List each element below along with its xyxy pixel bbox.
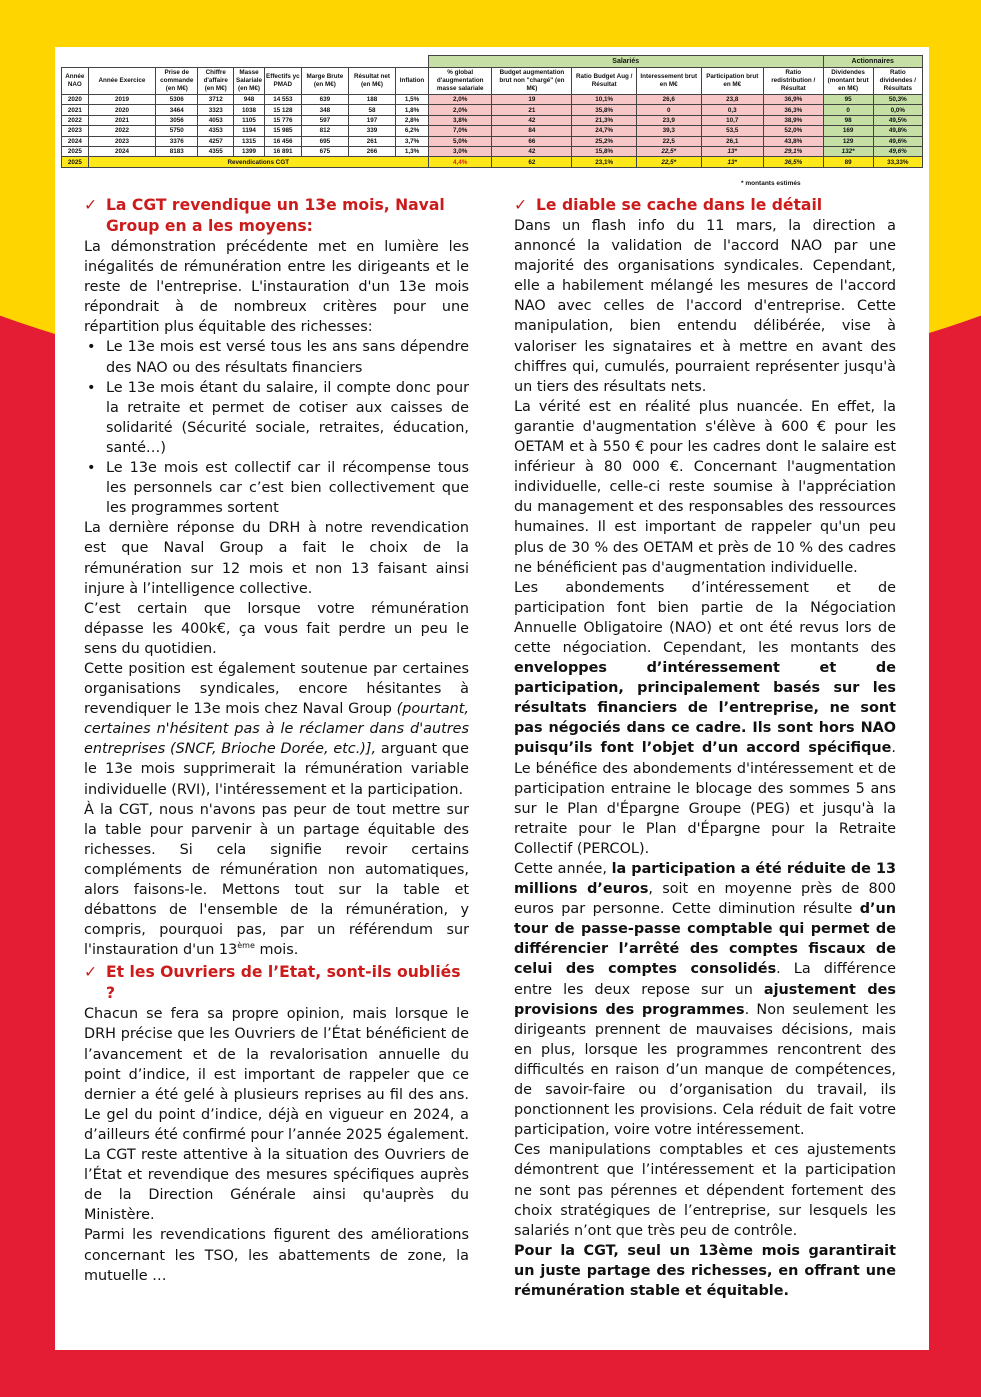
column-header: Année Exercice [88, 68, 156, 95]
table-cell: 5750 [156, 126, 198, 136]
table-cell: 1194 [234, 126, 265, 136]
table-cell: 2,0% [428, 105, 492, 115]
table-cell: 42 [492, 115, 572, 125]
table-cell: 29,1% [764, 146, 823, 156]
table-cell: 2019 [88, 95, 156, 105]
table-cell: 4353 [198, 126, 234, 136]
table-cell: 14 553 [264, 95, 301, 105]
table-cell: 639 [301, 95, 348, 105]
column-header: Effectifs yc PMAD [264, 68, 301, 95]
table-cell: 4053 [198, 115, 234, 125]
check-icon: ✓ [84, 196, 98, 214]
table-cell: 2,0% [428, 95, 492, 105]
table-cell: 53,5 [701, 126, 764, 136]
table-cell: 10,7 [701, 115, 764, 125]
paragraph: Chacun se fera sa propre opinion, mais lorsque le DRH précise que les Ouvriers de l’État bénéficient de l’avancement et de la revalorisation annuelle du point d’indice, il est important de rappeler que ce dernier a été gelé à plusieurs reprises au fil des ans. Le gel du point d’indice, déjà en vigueur en 2024, a d’ailleurs été confirmé pour l’année 2025 également. [84, 1006, 469, 1143]
table-cell: 3464 [156, 105, 198, 115]
table-cell: 49,6% [873, 136, 922, 146]
table-cell: 3056 [156, 115, 198, 125]
table-cell: 5306 [156, 95, 198, 105]
table-cell: 1,8% [396, 105, 429, 115]
table-cell: 2024 [62, 136, 89, 146]
check-icon: ✓ [514, 196, 528, 214]
table-cell: 25,2% [572, 136, 637, 146]
table-cell: 675 [301, 146, 348, 156]
table-cell: 4,4% [428, 157, 492, 167]
table-cell: 21,3% [572, 115, 637, 125]
paragraph: Cette année, la participation a été réduite de 13 millions d’euros, soit en moyenne près de 800 euros par personne. Cette diminution résulte d’un tour de passe-passe comptable qui permet de différencier l’arrêté des comptes fiscaux de celui des comptes consolidés. La différence entre les deux repose sur un ajustement des provisions des programmes. Non seulement les dirigeants prennent de mauvaises décisions, mais en plus, lorsque les programmes rencontrent des difficultés en raison d’un manque de compétences, de savoir-faire ou d’organisation du travail, ils ponctionnent les provisions. Cela réduit de fait votre participation, voire votre intéressement. [514, 861, 897, 1139]
table-cell: 58 [348, 105, 395, 115]
table-cell: 38,9% [764, 115, 823, 125]
table-cell: 23,1% [572, 157, 637, 167]
table-cell: 1105 [234, 115, 265, 125]
conclusion-paragraph: Pour la CGT, seul un 13ème mois garantirait un juste partage des richesses, en offrant une rémunération stable et équitable. [514, 1242, 896, 1299]
table-cell: 6,2% [396, 126, 429, 136]
paragraph: Ces manipulations comptables et ces ajustements démontrent que l’intéressement et la participation ne sont pas pérennes et dépendent fortement des choix stratégiques de l’entreprise, sur lesquels les salariés n’ont que très peu de contrôle. [514, 1142, 896, 1239]
table-cell: 2020 [62, 95, 89, 105]
table-cell: 261 [348, 136, 395, 146]
table-cell: 812 [301, 126, 348, 136]
column-header: Budget augmentation brut non "chargé" (en M€) [492, 68, 572, 95]
column-header: Résultat net (en M€) [348, 68, 395, 95]
table-cell: 43,8% [764, 136, 823, 146]
table-cell: 42 [492, 146, 572, 156]
table-cell: 3,7% [396, 136, 429, 146]
table-cell: 36,3% [764, 105, 823, 115]
table-cell: 39,3 [636, 126, 701, 136]
column-header: Ratio Budget Aug / Résultat [572, 68, 637, 95]
table-cell: 948 [234, 95, 265, 105]
paragraph: La dernière réponse du DRH à notre revendication est que Naval Group a fait le choix de la rémunération sur 12 mois et non 13 faisant ainsi injure à l’intelligence collective. [84, 520, 469, 597]
column-header: Interessement brut en M€ [636, 68, 701, 95]
bullet-list [84, 337, 469, 518]
table-cell: 13* [701, 157, 764, 167]
table-cell: 2022 [62, 115, 89, 125]
paragraph: Les abondements d’intéressement et de participation font bien partie de la Négociation Annuelle Obligatoire (NAO) et ont été revus lors de cette négociation. Cependant, les montants des enveloppes d’intéressement et de participation, principalement basés sur les résultats financiers de l’entreprise, ne sont pas négociés dans ce cadre. Ils sont hors NAO puisqu’ils font l’objet d’un accord spécifique. Le bénéfice des abondements d'intéressement et de participation entraine le blocage des sommes 5 ans sur le Plan d'Épargne Groupe (PEG) et jusqu'à la retraite pour le Plan d'Épargne pour la Retraite Collectif (PERCOL). [514, 579, 896, 857]
table-cell: 3323 [198, 105, 234, 115]
group-salaries: Salariés [428, 56, 823, 68]
table-cell: 16 456 [264, 136, 301, 146]
column-header: Ratio dividendes / Résultats [873, 68, 922, 95]
table-row [62, 136, 923, 146]
table-cell: 84 [492, 126, 572, 136]
heading-diable-detail: ✓ Le diable se cache dans le détail [514, 196, 823, 214]
column-header: Chiffre d'affaire (en M€) [198, 68, 234, 95]
table-cell: 21 [492, 105, 572, 115]
list-item: • Le 13e mois est versé tous les ans sans dépendre des NAO ou des résultats financiers [84, 337, 469, 377]
table-cell: 2020 [88, 105, 156, 115]
table-cell: 2022 [88, 126, 156, 136]
table-cell: 52,0% [764, 126, 823, 136]
table-cell: 4257 [198, 136, 234, 146]
table-cell: 8183 [156, 146, 198, 156]
heading-ouvriers-etat: ✓ Et les Ouvriers de l’Etat, sont-ils oubliés ? [84, 963, 461, 1003]
table-cell: 36,9% [764, 95, 823, 105]
table-cell: 0,3 [701, 105, 764, 115]
table-cell: 1399 [234, 146, 265, 156]
table-cell: 2,8% [396, 115, 429, 125]
table-cell: 95 [823, 95, 873, 105]
table-cell: 3,8% [428, 115, 492, 125]
table-cell: 0,0% [873, 105, 922, 115]
column-header: % global d'augmentation masse salariale [428, 68, 492, 95]
column-header-row [62, 68, 923, 95]
table-cell: 49,5% [873, 115, 922, 125]
table-cell: 24,7% [572, 126, 637, 136]
table-cell: 35,8% [572, 105, 637, 115]
column-header: Masse Salariale (en M€) [234, 68, 265, 95]
table-cell: 98 [823, 115, 873, 125]
table-cell: 1038 [234, 105, 265, 115]
table-cell: 1315 [234, 136, 265, 146]
table-cell: 266 [348, 146, 395, 156]
table-cell: 15 128 [264, 105, 301, 115]
table-cell: 22,5* [636, 157, 701, 167]
table-cell: 2023 [62, 126, 89, 136]
table-row [62, 105, 923, 115]
paragraph: La démonstration précédente met en lumière les inégalités de rémunération entre les dirigeants et le reste de l'entreprise. L'instauration d'un 13e mois répondrait à de nombreux critères pour une répartition plus équitable des richesses: [84, 239, 469, 336]
table-row [62, 115, 923, 125]
column-header: Année NAO [62, 68, 89, 95]
list-item: • Le 13e mois étant du salaire, il compte donc pour la retraite et permet de cotiser aux caisses de solidarité (Sécurité sociale, retraites, éducation, santé…) [84, 378, 469, 458]
table-cell: 7,0% [428, 126, 492, 136]
table-cell: 22,5* [636, 146, 701, 156]
paragraph: La CGT reste attentive à la situation des Ouvriers de l’État et revendique des mesures spécifiques auprès de la Direction Générale ainsi qu'auprès du Ministère. [84, 1147, 469, 1224]
table-cell: 22,5 [636, 136, 701, 146]
table-cell: 2021 [88, 115, 156, 125]
table-cell: 3712 [198, 95, 234, 105]
table-cell: 49,8% [873, 126, 922, 136]
left-column [84, 195, 469, 1286]
table-cell: 3376 [156, 136, 198, 146]
column-header: Ratio redistribution / Résultat [764, 68, 823, 95]
paragraph: À la CGT, nous n'avons pas peur de tout mettre sur la table pour parvenir à un partage équitable des richesses. Si cela signifie revoir certains compléments de rémunération non automatiques, alors faisons-le. Mettons tout sur la table et débattons de l'ensemble de la rémunération, y compris, pourquoi pas, par un référendum sur l'instauration d'un 13ème mois. [84, 801, 469, 959]
table-cell: 19 [492, 95, 572, 105]
table-cell: 597 [301, 115, 348, 125]
claim-label: Revendications CGT [88, 157, 428, 167]
table-footnote: * montants estimés [741, 180, 801, 187]
table-cell: 15 776 [264, 115, 301, 125]
table-cell: 2025 [62, 157, 89, 167]
table-cell: 1,5% [396, 95, 429, 105]
table-cell: 3,0% [428, 146, 492, 156]
table-cell: 0 [636, 105, 701, 115]
table-cell: 49,6% [873, 146, 922, 156]
table-cell: 188 [348, 95, 395, 105]
column-header: Marge Brute (en M€) [301, 68, 348, 95]
table-cell: 2023 [88, 136, 156, 146]
table-cell: 1,3% [396, 146, 429, 156]
group-header-row [62, 56, 923, 68]
table-cell: 26,1 [701, 136, 764, 146]
table-cell: 2025 [62, 146, 89, 156]
table-cell: 50,3% [873, 95, 922, 105]
claim-row [62, 157, 923, 167]
table-cell: 339 [348, 126, 395, 136]
table-cell: 4355 [198, 146, 234, 156]
paragraph: Cette position est également soutenue par certaines organisations syndicales, encore hésitantes à revendiquer le 13e mois chez Naval Group (pourtant, certaines n'hésitent pas à le réclamer dans d'autres entreprises (SNCF, Brioche Dorée, etc.)], arguant que le 13e mois supprimerait la rémunération variable individuelle (RVI), l'intéressement et la participation. [84, 660, 469, 798]
table-row [62, 126, 923, 136]
table-cell: 36,5% [764, 157, 823, 167]
table-cell: 2021 [62, 105, 89, 115]
table-cell: 695 [301, 136, 348, 146]
table-cell: 33,33% [873, 157, 922, 167]
table-cell: 15 985 [264, 126, 301, 136]
table-cell: 5,0% [428, 136, 492, 146]
table-cell: 62 [492, 157, 572, 167]
table-cell: 16 891 [264, 146, 301, 156]
group-actionnaires: Actionnaires [823, 56, 923, 68]
check-icon: ✓ [84, 963, 98, 982]
list-item: • Le 13e mois est collectif car il récompense tous les personnels car c’est bien collectivement que les programmes sortent [84, 458, 469, 518]
table-cell: 2024 [88, 146, 156, 156]
paragraph: Dans un flash info du 11 mars, la direction a annoncé la validation de l'accord NAO par une majorité des organisations syndicales. Cependant, elle a habilement mélangé les mesures de l'accord NAO avec celles de l'accord d'entreprise. Cette manipulation, bien entendu délibérée, vise à valoriser les signataires et à mettre en avant des chiffres qui, cumulés, pourraient représenter jusqu'à un tiers des résultats nets. [514, 218, 896, 395]
table-cell: 26,6 [636, 95, 701, 105]
table-cell: 66 [492, 136, 572, 146]
table-cell: 10,1% [572, 95, 637, 105]
table-cell: 348 [301, 105, 348, 115]
table-cell: 23,9 [636, 115, 701, 125]
table-cell: 89 [823, 157, 873, 167]
column-header: Prise de commande (en M€) [156, 68, 198, 95]
table-cell: 23,8 [701, 95, 764, 105]
nao-figures-table [61, 55, 923, 168]
paragraph: C’est certain que lorsque votre rémunération dépasse les 400k€, ça vous fait perdre un peu le sens du quotidien. [84, 600, 469, 657]
paragraph: Parmi les revendications figurent des améliorations concernant les TSO, les abattements de zone, la mutuelle … [84, 1227, 469, 1284]
table-row [62, 146, 923, 156]
table-cell: 132* [823, 146, 873, 156]
table-cell: 169 [823, 126, 873, 136]
paragraph: La vérité est en réalité plus nuancée. En effet, la garantie d'augmentation s'élève à 600 € pour les OETAM et à 550 € pour les cadres dont le salaire est inférieur à 80 000 €. Concernant l'augmentation individuelle, celle-ci reste soumise à l'appréciation du management et des responsables des ressources humaines. Il est important de rappeler qu'un peu plus de 30 % des OETAM et près de 10 % des cadres ne bénéficient pas d'augmentation individuelle. [514, 398, 896, 576]
document-page [55, 47, 929, 1350]
column-header: Inflation [396, 68, 429, 95]
table-cell: 13* [701, 146, 764, 156]
column-header: Dividendes (montant brut en M€) [823, 68, 873, 95]
table-cell: 0 [823, 105, 873, 115]
table-cell: 15,8% [572, 146, 637, 156]
table-row [62, 95, 923, 105]
heading-13e-mois: ✓ La CGT revendique un 13e mois, Naval Group en a les moyens: [84, 196, 445, 235]
table-cell: 197 [348, 115, 395, 125]
column-header: Participation brut en M€ [701, 68, 764, 95]
right-column [514, 195, 896, 1301]
table-cell: 129 [823, 136, 873, 146]
